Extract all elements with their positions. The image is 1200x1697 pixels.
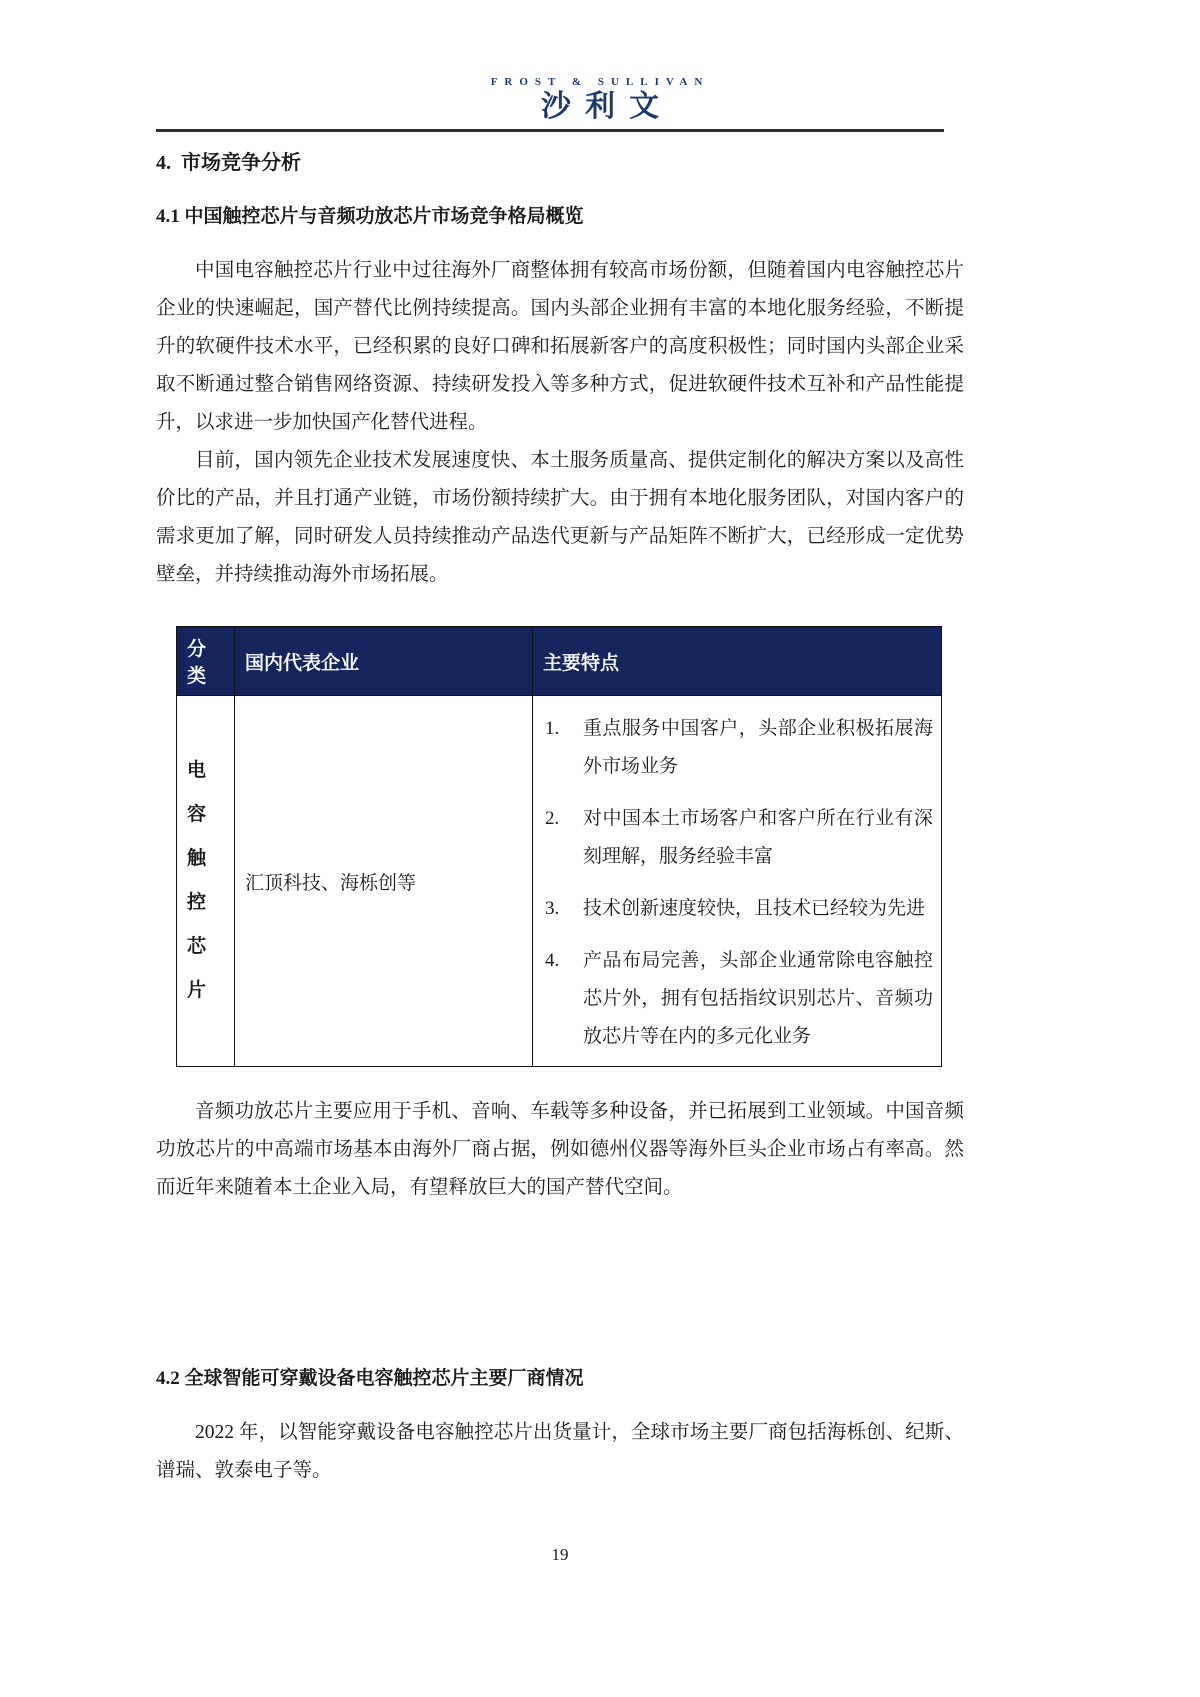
- paragraph-3: 音频功放芯片主要应用于手机、音响、车载等多种设备，并已拓展到工业领域。中国音频功放芯片的中高端市场基本由海外厂商占据，例如德州仪器等海外巨头企业市场占有率高。然而近年来随着本土企业入局，有望释放巨大的国产替代空间。: [156, 1101, 964, 1198]
- feature-text: 重点服务中国客户，头部企业积极拓展海外市场业务: [583, 718, 933, 777]
- feature-item-1: [545, 710, 933, 786]
- feature-text: 对中国本土市场客户和客户所在行业有深刻理解，服务经验丰富: [583, 808, 933, 867]
- section-heading-4: 4. 市场竞争分析: [156, 152, 301, 174]
- feature-number: 1.: [545, 718, 560, 739]
- table-cell-category: 电容触控芯片: [177, 696, 235, 1067]
- feature-item-4: [545, 942, 933, 1056]
- paragraph-4: 2022 年，以智能穿戴设备电容触控芯片出货量计，全球市场主要厂商包括海栎创、纪斯、谱瑞、敦泰电子等。: [156, 1422, 964, 1481]
- feature-item-3: [545, 890, 933, 928]
- logo-english-text: FROST & SULLIVAN: [490, 76, 710, 88]
- table-header-companies: 国内代表企业: [235, 627, 533, 696]
- feature-text: 技术创新速度较快，且技术已经较为先进: [583, 898, 926, 919]
- page-number: 19: [551, 1545, 569, 1564]
- table-header-row: [177, 627, 942, 696]
- section-heading-4-1: 4.1 中国触控芯片与音频功放芯片市场竞争格局概览: [156, 206, 584, 227]
- competition-table-wrapper: [176, 626, 964, 1067]
- table-row: [177, 696, 942, 1067]
- feature-item-2: [545, 800, 933, 876]
- table-cell-features: [533, 696, 942, 1067]
- feature-number: 4.: [545, 950, 560, 971]
- competition-table: [176, 626, 942, 1067]
- page-content: [156, 146, 964, 1490]
- feature-text: 产品布局完善，头部企业通常除电容触控芯片外，拥有包括指纹识别芯片、音频功放芯片等在内的多元化业务: [583, 950, 933, 1047]
- section-heading-4-2: 4.2 全球智能可穿戴设备电容触控芯片主要厂商情况: [156, 1368, 584, 1389]
- logo-chinese-text: 沙利文: [541, 90, 673, 124]
- feature-number: 2.: [545, 808, 560, 829]
- frost-sullivan-logo: [0, 76, 1200, 123]
- paragraph-1: 中国电容触控芯片行业中过往海外厂商整体拥有较高市场份额，但随着国内电容触控芯片企业的快速崛起，国产替代比例持续提高。国内头部企业拥有丰富的本地化服务经验，不断提升的软硬件技术水平，已经积累的良好口碑和拓展新客户的高度积极性；同时国内头部企业采取不断通过整合销售网络资源、持续研发投入等多种方式，促进软硬件技术互补和产品性能提升，以求进一步加快国产化替代进程。: [156, 260, 964, 433]
- paragraph-2: 目前，国内领先企业技术发展速度快、本土服务质量高、提供定制化的解决方案以及高性价比的产品，并且打通产业链，市场份额持续扩大。由于拥有本地化服务团队，对国内客户的需求更加了解，同时研发人员持续推动产品迭代更新与产品矩阵不断扩大，已经形成一定优势壁垒，并持续推动海外市场拓展。: [156, 450, 964, 585]
- table-header-features: 主要特点: [533, 627, 942, 696]
- table-header-category: 分类: [177, 627, 235, 696]
- feature-number: 3.: [545, 898, 560, 919]
- section-gap: [156, 1207, 964, 1363]
- header-divider: [156, 129, 944, 132]
- table-cell-companies: 汇顶科技、海栎创等: [235, 696, 533, 1067]
